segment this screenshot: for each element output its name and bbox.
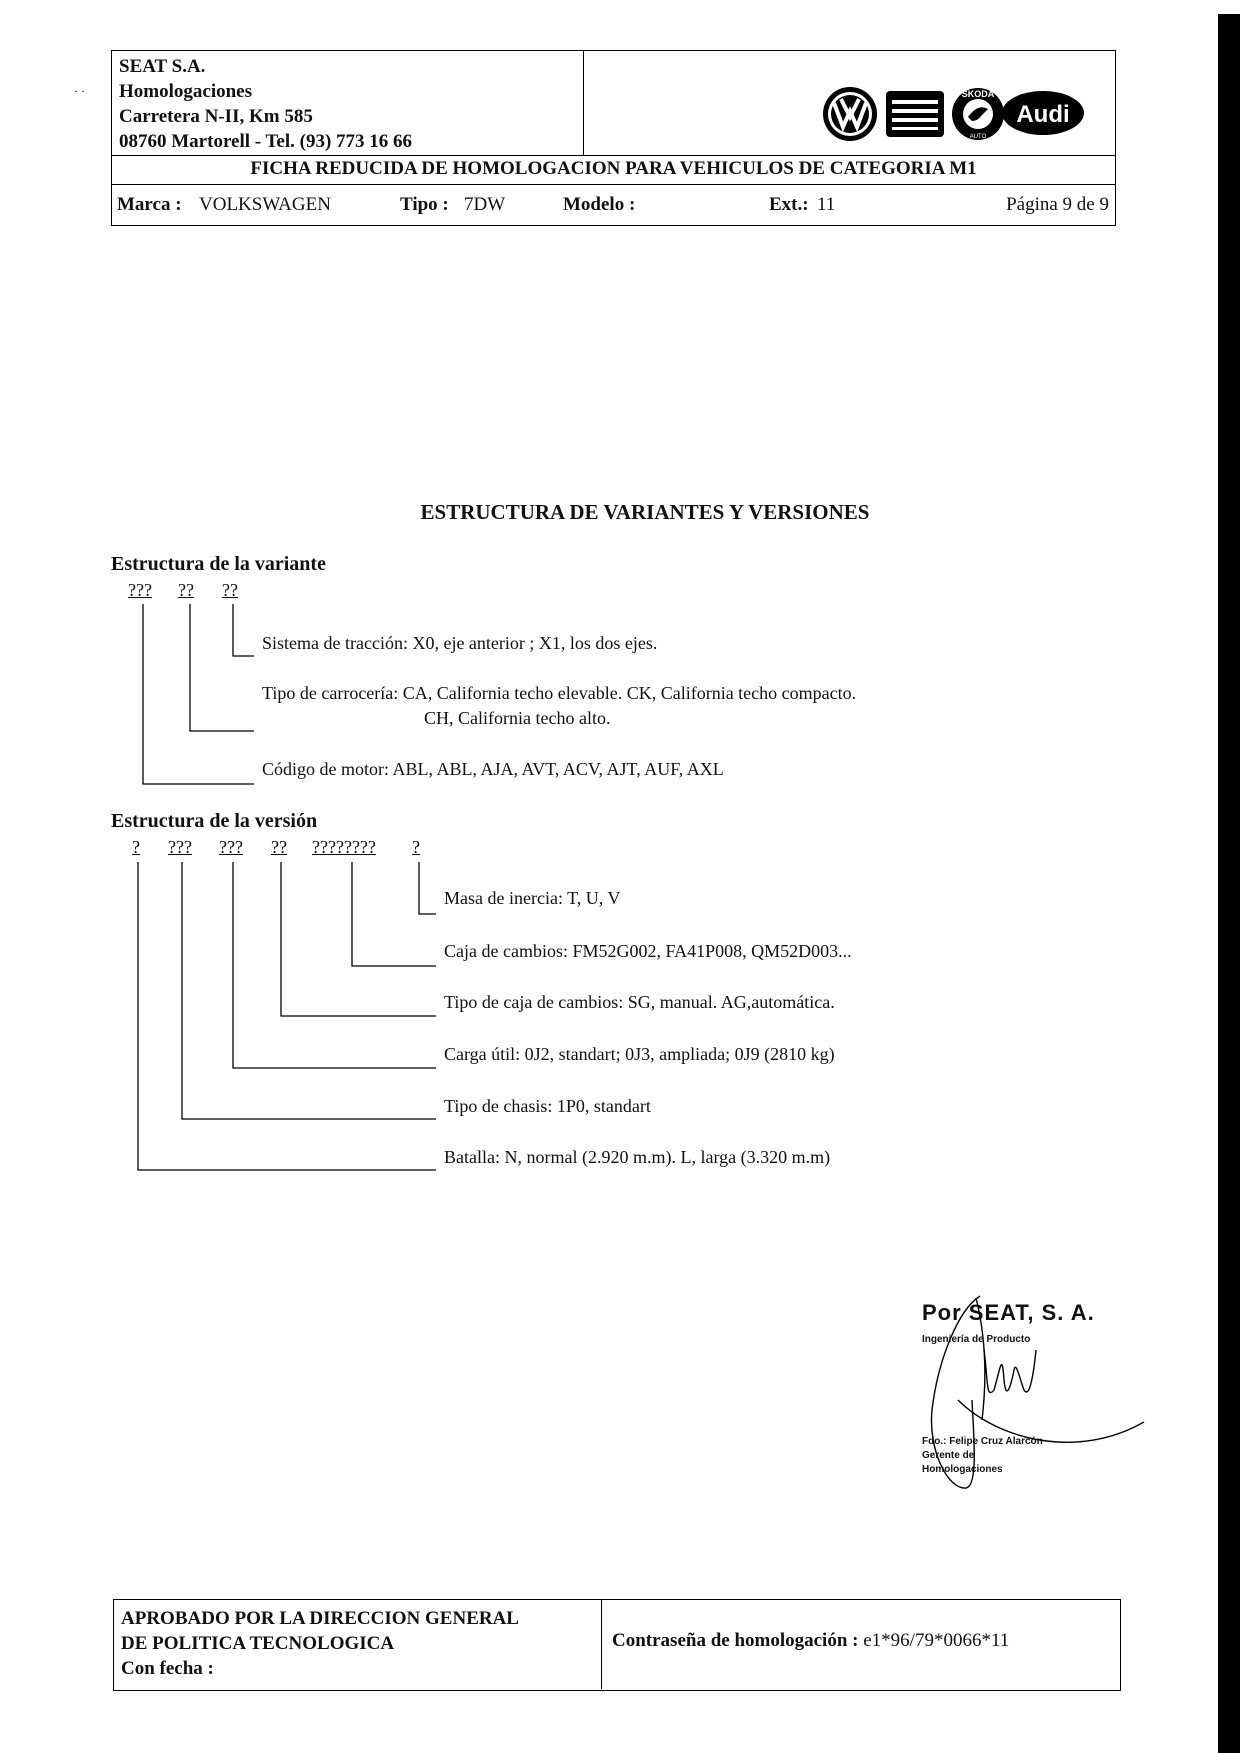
version-title: Estructura de la versión (111, 810, 318, 832)
version-code-masa: ? (412, 837, 420, 857)
approved-line-1: APROBADO POR LA DIRECCION GENERAL (121, 1608, 519, 1629)
variante-carroceria: Tipo de carrocería: CA, California techo elevable. CK, California techo compacto. (262, 683, 857, 703)
version-code-chasis: ??? (168, 837, 192, 857)
variante-motor: Código de motor: ABL, ABL, AJA, AVT, ACV, AJT, AUF, AXL (262, 759, 724, 779)
signature-stamp (918, 1290, 1168, 1490)
variante-code-motor: ??? (128, 580, 152, 600)
tipo-value: 7DW (464, 194, 506, 215)
contrasena-label: Contraseña de homologación : (612, 1630, 859, 1651)
variante-carroceria-cont: CH, California techo alto. (424, 708, 611, 728)
contrasena-value: e1*96/79*0066*11 (863, 1630, 1010, 1651)
version-code-tipo-caja: ?? (271, 837, 287, 857)
marca-value: VOLKSWAGEN (199, 194, 331, 215)
tipo-label: Tipo : (400, 194, 449, 215)
company-address: Carretera N-II, Km 585 (119, 106, 313, 127)
version-caja: Caja de cambios: FM52G002, FA41P008, QM52D003... (444, 941, 852, 961)
signature-scribble (918, 1290, 1168, 1490)
stamp-dept: Ingeniería de Producto (922, 1334, 1031, 1345)
company-dept: Homologaciones (119, 81, 252, 102)
svg-text:Audi: Audi (1016, 101, 1070, 128)
version-carga: Carga útil: 0J2, standart; 0J3, ampliada; 0J9 (2810 kg) (444, 1044, 835, 1064)
approved-line-2: DE POLITICA TECNOLOGICA (121, 1633, 395, 1654)
variante-traccion: Sistema de tracción: X0, eje anterior ; X1, los dos ejes. (262, 633, 658, 653)
svg-text:ŠKODA: ŠKODA (961, 89, 995, 99)
marca-label: Marca : (117, 194, 182, 215)
footer-box (113, 1599, 1121, 1691)
document-title: FICHA REDUCIDA DE HOMOLOGACION PARA VEHICULOS DE CATEGORIA M1 (112, 155, 1115, 185)
homologation-number (612, 1630, 1009, 1652)
variante-title: Estructura de la variante (111, 553, 326, 575)
version-code-caja: ???????? (312, 837, 376, 857)
page-number: Página 9 de 9 (1006, 194, 1109, 215)
stamp-role: Gerente de (922, 1450, 975, 1461)
company-city-tel: 08760 Martorell - Tel. (93) 773 16 66 (119, 131, 413, 152)
version-chasis: Tipo de chasis: 1P0, standart (444, 1096, 651, 1116)
stamp-company: Por SEAT, S. A. (922, 1300, 1095, 1325)
version-tipo-caja: Tipo de caja de cambios: SG, manual. AG,automática. (444, 992, 835, 1012)
variante-code-carroceria: ?? (178, 580, 194, 600)
version-code-batalla: ? (132, 837, 140, 857)
modelo-label: Modelo : (563, 194, 636, 215)
ext-label: Ext.: (769, 194, 809, 215)
version-masa: Masa de inercia: T, U, V (444, 888, 621, 908)
stamp-signer: Fdo.: Felipe Cruz Alarcón (922, 1436, 1043, 1447)
svg-text:AUTO: AUTO (969, 134, 987, 140)
approval-block (114, 1600, 602, 1689)
version-batalla: Batalla: N, normal (2.920 m.m). L, larga (3.320 m.m) (444, 1147, 831, 1167)
ext-value: 11 (817, 194, 836, 215)
version-code-carga: ??? (219, 837, 243, 857)
stamp-role-dept: Homologaciones (922, 1464, 1003, 1475)
section-main-title: ESTRUCTURA DE VARIANTES Y VERSIONES (420, 500, 870, 524)
approval-date-label: Con fecha : (121, 1658, 214, 1679)
variante-code-traccion: ?? (222, 580, 238, 600)
scan-marks: · · (74, 84, 85, 98)
company-name: SEAT S.A. (119, 56, 206, 77)
